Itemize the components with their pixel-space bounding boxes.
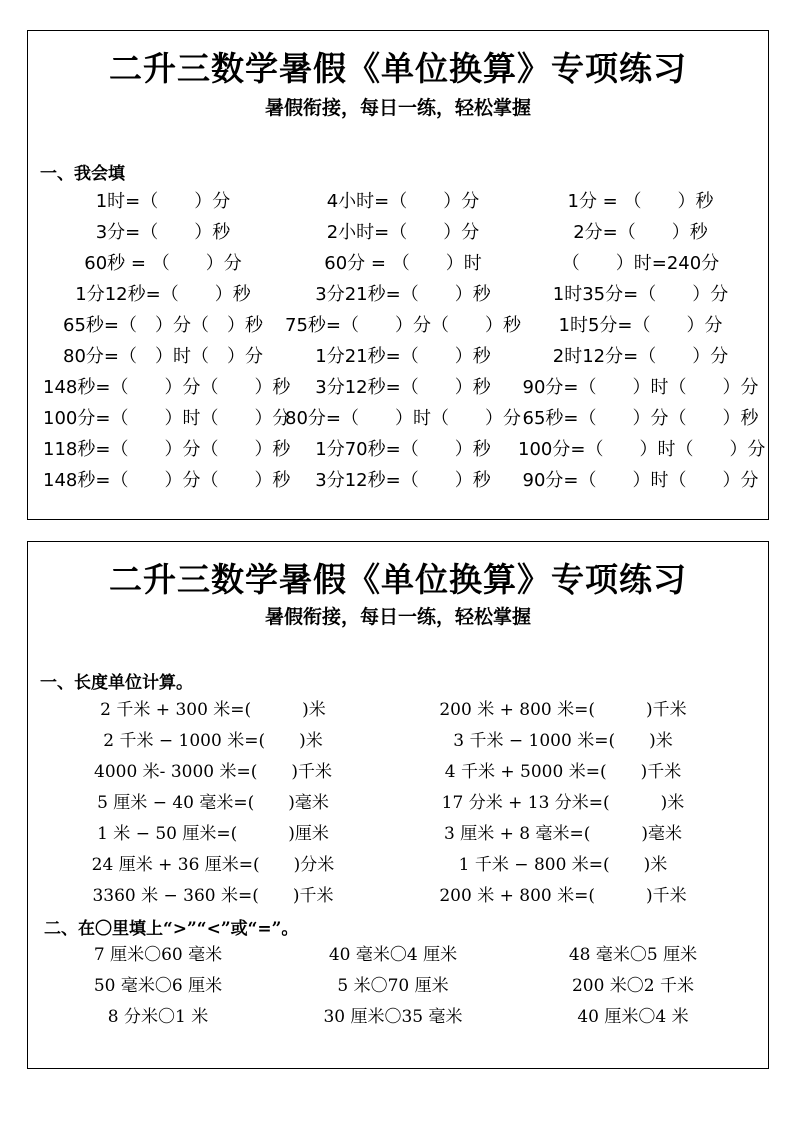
worksheet-title: 二升三数学暑假《单位换算》专项练习 <box>109 560 687 599</box>
exercise-item: 3 千米 − 1000 米=( )米 <box>453 731 673 751</box>
exercise-item: 40 厘米〇4 米 <box>577 1007 689 1027</box>
exercise-item: 1时=（ ）分 <box>95 191 231 212</box>
exercise-item: 5 厘米 − 40 毫米=( )毫米 <box>97 793 329 813</box>
exercise-item: （ ）时=240分 <box>561 253 720 274</box>
exercise-item: 3分12秒=（ ）秒 <box>315 377 491 398</box>
exercise-item: 5 米〇70 厘米 <box>337 976 449 996</box>
time-exercise-list <box>28 186 768 496</box>
worksheet-subtitle: 暑假衔接，每日一练，轻松掌握 <box>264 97 531 119</box>
exercise-item: 75秒=（ ）分（ ）秒 <box>285 315 521 336</box>
exercise-item: 50 毫米〇6 厘米 <box>93 976 223 996</box>
exercise-item: 3分12秒=（ ）秒 <box>315 470 491 491</box>
exercise-item: 2小时=（ ）分 <box>326 222 480 243</box>
exercise-item: 30 厘米〇35 毫米 <box>323 1007 463 1027</box>
exercise-item: 118秒=（ ）分（ ）秒 <box>43 439 291 460</box>
exercise-item: 1时35分=（ ）分 <box>552 284 729 305</box>
exercise-row <box>28 310 768 341</box>
length-exercise-list <box>28 695 768 912</box>
exercise-row <box>28 940 768 971</box>
exercise-item: 4小时=（ ）分 <box>326 191 480 212</box>
exercise-row <box>28 434 768 465</box>
exercise-row <box>28 403 768 434</box>
exercise-item: 17 分米 + 13 分米=( )米 <box>441 793 685 813</box>
exercise-item: 2 千米 + 300 米=( )米 <box>100 700 326 720</box>
exercise-item: 60秒 = （ ）分 <box>84 253 242 274</box>
exercise-item: 65秒=（ ）分（ ）秒 <box>63 315 263 336</box>
exercise-item: 24 厘米 + 36 厘米=( )分米 <box>91 855 335 875</box>
exercise-row <box>28 217 768 248</box>
exercise-item: 200 米〇2 千米 <box>571 976 695 996</box>
exercise-item: 1 米 − 50 厘米=( )厘米 <box>97 824 329 844</box>
exercise-item: 48 毫米〇5 厘米 <box>568 945 698 965</box>
exercise-item: 8 分米〇1 米 <box>107 1007 209 1027</box>
exercise-row <box>28 1002 768 1033</box>
exercise-item: 1分12秒=（ ）秒 <box>75 284 251 305</box>
exercise-item: 4 千米 + 5000 米=( )千米 <box>444 762 682 782</box>
exercise-item: 40 毫米〇4 厘米 <box>328 945 458 965</box>
worksheet-subtitle: 暑假衔接，每日一练，轻松掌握 <box>264 606 531 628</box>
section-title-length-calc: 一、长度单位计算。 <box>40 673 193 693</box>
exercise-item: 1分70秒=（ ）秒 <box>315 439 491 460</box>
exercise-item: 1 千米 − 800 米=( )米 <box>458 855 668 875</box>
exercise-row <box>28 341 768 372</box>
exercise-item: 1分21秒=（ ）秒 <box>315 346 491 367</box>
exercise-item: 1时5分=（ ）分 <box>558 315 723 336</box>
exercise-item: 4000 米- 3000 米=( )千米 <box>94 762 332 782</box>
exercise-item: 3分=（ ）秒 <box>95 222 231 243</box>
worksheet-title: 二升三数学暑假《单位换算》专项练习 <box>109 49 687 88</box>
worksheet-length-units <box>27 541 769 1069</box>
exercise-item: 3360 米 − 360 米=( )千米 <box>92 886 334 906</box>
exercise-row <box>28 372 768 403</box>
exercise-item: 90分=（ ）时（ ）分 <box>522 470 759 491</box>
exercise-row <box>28 788 768 819</box>
exercise-row <box>28 881 768 912</box>
exercise-item: 100分=（ ）时（ ）分 <box>518 439 766 460</box>
exercise-item: 80分=（ ）时（ ）分 <box>285 408 521 429</box>
compare-exercise-list <box>28 940 768 1033</box>
exercise-row <box>28 971 768 1002</box>
exercise-item: 60分 = （ ）时 <box>324 253 482 274</box>
exercise-item: 80分=（ ）时（ ）分 <box>63 346 263 367</box>
exercise-item: 2时12分=（ ）分 <box>552 346 729 367</box>
exercise-item: 65秒=（ ）分（ ）秒 <box>522 408 759 429</box>
exercise-row <box>28 186 768 217</box>
exercise-item: 200 米 + 800 米=( )千米 <box>439 700 687 720</box>
exercise-row <box>28 465 768 496</box>
exercise-item: 148秒=（ ）分（ ）秒 <box>43 470 291 491</box>
exercise-item: 2 千米 − 1000 米=( )米 <box>103 731 323 751</box>
section-title-compare: 二、在〇里填上“>”“<”或“=”。 <box>44 919 299 939</box>
exercise-item: 7 厘米〇60 毫米 <box>93 945 223 965</box>
exercise-row <box>28 819 768 850</box>
exercise-row <box>28 726 768 757</box>
worksheet-time-conversion <box>27 30 769 520</box>
exercise-item: 3分21秒=（ ）秒 <box>315 284 491 305</box>
exercise-row <box>28 248 768 279</box>
exercise-item: 200 米 + 800 米=( )千米 <box>439 886 687 906</box>
exercise-row <box>28 757 768 788</box>
exercise-item: 1分 = （ ）秒 <box>567 191 714 212</box>
exercise-item: 3 厘米 + 8 毫米=( )毫米 <box>444 824 682 844</box>
exercise-item: 148秒=（ ）分（ ）秒 <box>43 377 291 398</box>
exercise-row <box>28 695 768 726</box>
exercise-item: 100分=（ ）时（ ）分 <box>43 408 291 429</box>
exercise-item: 90分=（ ）时（ ）分 <box>522 377 759 398</box>
section-title-fill-in: 一、我会填 <box>40 164 125 184</box>
exercise-item: 2分=（ ）秒 <box>573 222 708 243</box>
exercise-row <box>28 850 768 881</box>
exercise-row <box>28 279 768 310</box>
